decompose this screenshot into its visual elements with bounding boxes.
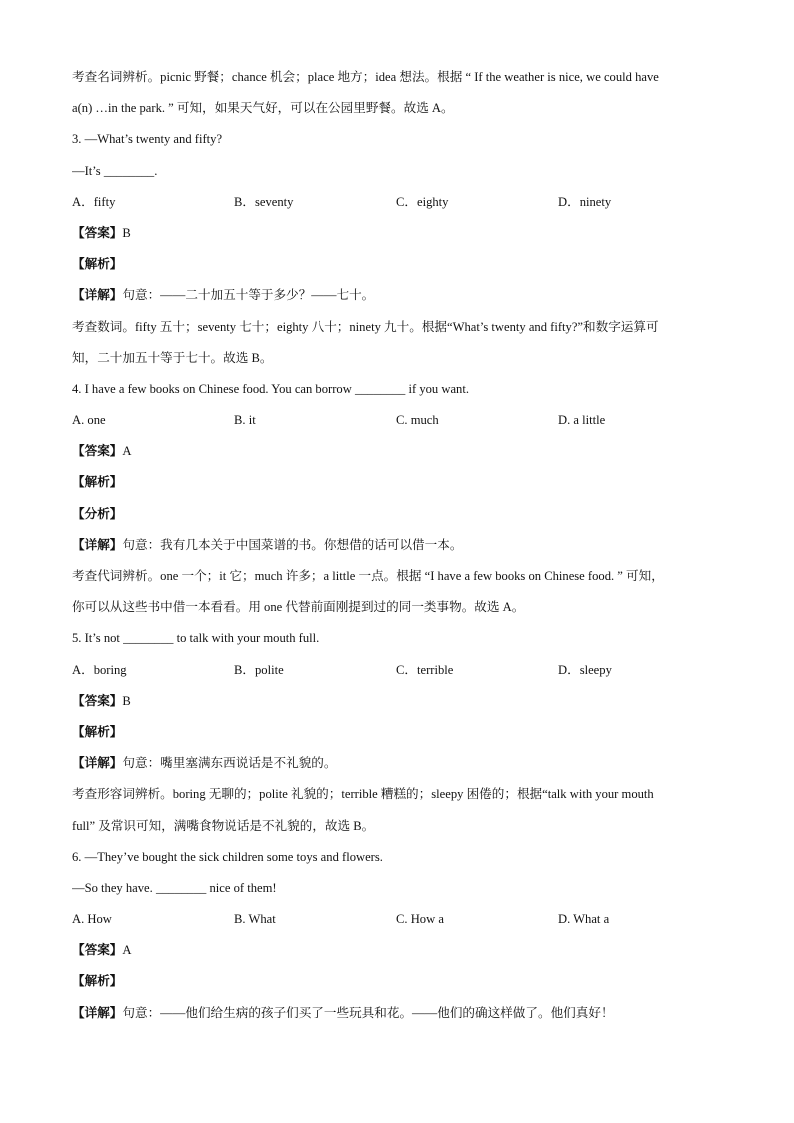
section-tag: 【答案】 — [72, 225, 123, 240]
answer-options — [72, 904, 722, 935]
section-tag: 【解析】 — [72, 257, 123, 272]
section-text: 句意：——二十加五十等于多少？——七十。 — [122, 288, 375, 303]
section-text: 句意：——他们给生病的孩子们买了一些玩具和花。——他们的确这样做了。他们真好！ — [122, 1005, 614, 1020]
section-tag: 【解析】 — [72, 724, 123, 739]
section-line — [72, 218, 722, 249]
option-d: D. What a — [558, 912, 610, 927]
section-line — [72, 499, 722, 530]
text-line: full” 及常识可知，满嘴食物说话是不礼貌的，故选 B。 — [72, 818, 375, 833]
section-line — [72, 717, 722, 748]
section-text: 句意：嘴里塞满东西说话是不礼貌的。 — [122, 756, 337, 771]
section-tag: 【详解】 — [72, 1005, 123, 1020]
option-a: A．fifty — [72, 194, 116, 209]
section-line — [72, 966, 722, 997]
text-line: 考查数词。fifty 五十；seventy 七十；eighty 八十；ninety 九十。根据“What’s twenty and fifty?”和数字运算可 — [72, 319, 659, 334]
text-line: 知，二十加五十等于七十。故选 B。 — [72, 350, 273, 365]
section-tag: 【详解】 — [72, 288, 123, 303]
section-tag: 【答案】 — [72, 693, 123, 708]
text-line: 5. It’s not ________ to talk with your mouth full. — [72, 631, 320, 646]
section-line — [72, 748, 722, 779]
section-text: A — [122, 943, 132, 958]
section-tag: 【分析】 — [72, 506, 123, 521]
option-b: B．seventy — [234, 194, 294, 209]
section-line — [72, 935, 722, 966]
option-a: A．boring — [72, 662, 127, 677]
option-c: C．eighty — [396, 194, 449, 209]
section-tag: 【解析】 — [72, 974, 123, 989]
text-line: —It’s ________. — [72, 163, 158, 178]
section-line — [72, 436, 722, 467]
option-b: B. it — [234, 413, 256, 428]
section-line — [72, 998, 722, 1029]
text-line: —So they have. ________ nice of them! — [72, 880, 277, 895]
answer-options — [72, 405, 722, 436]
option-d: D．sleepy — [558, 662, 612, 677]
document-page — [72, 62, 722, 1029]
section-tag: 【解析】 — [72, 475, 123, 490]
section-line — [72, 686, 722, 717]
option-c: C．terrible — [396, 662, 454, 677]
text-line: 你可以从这些书中借一本看看。用 one 代替前面刚提到过的同一类事物。故选 A。 — [72, 600, 525, 615]
section-text: A — [122, 444, 132, 459]
section-line — [72, 280, 722, 311]
answer-options — [72, 187, 722, 218]
option-a: A. How — [72, 912, 112, 927]
text-line: 3. —What’s twenty and fifty? — [72, 132, 223, 147]
text-line: 考查代词辨析。one 一个；it 它；much 许多；a little 一点。根据 “I have a few books on Chinese food. ” 可知， — [72, 569, 664, 583]
text-line: 考查名词辨析。picnic 野餐；chance 机会；place 地方；idea 想法。根据 “ If the weather is nice, we could have — [72, 70, 659, 84]
section-text: B — [122, 693, 131, 708]
answer-options — [72, 655, 722, 686]
text-line: a(n) …in the park. ” 可知，如果天气好，可以在公园里野餐。故选 A。 — [72, 101, 454, 116]
option-b: B. What — [234, 912, 276, 927]
section-text: 句意：我有几本关于中国菜谱的书。你想借的话可以借一本。 — [122, 537, 463, 552]
section-line — [72, 249, 722, 280]
option-d: D．ninety — [558, 194, 612, 209]
section-tag: 【答案】 — [72, 943, 123, 958]
section-line — [72, 530, 722, 561]
option-c: C. How a — [396, 912, 444, 927]
section-text: B — [122, 225, 131, 240]
section-tag: 【详解】 — [72, 537, 123, 552]
option-b: B．polite — [234, 662, 284, 677]
option-c: C. much — [396, 413, 439, 428]
text-line: 6. —They’ve bought the sick children some toys and flowers. — [72, 849, 383, 864]
section-tag: 【详解】 — [72, 756, 123, 771]
option-a: A. one — [72, 413, 106, 428]
text-line: 考查形容词辨析。boring 无聊的；polite 礼貌的；terrible 糟糕的；sleepy 困倦的；根据“talk with your mouth — [72, 787, 654, 802]
option-d: D. a little — [558, 413, 606, 428]
section-tag: 【答案】 — [72, 444, 123, 459]
section-line — [72, 467, 722, 498]
text-line: 4. I have a few books on Chinese food. You can borrow ________ if you want. — [72, 381, 469, 396]
